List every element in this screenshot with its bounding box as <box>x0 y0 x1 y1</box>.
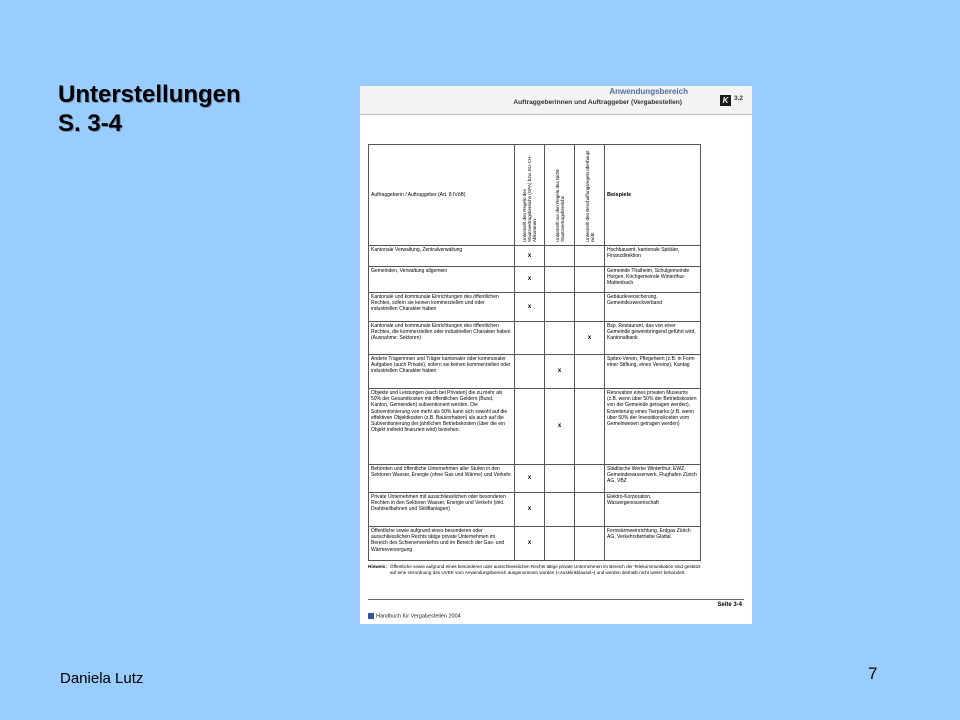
column-header-non-gpa-text: Unterstellt nur den Regeln des Nicht-Staatsvertragsbereichs <box>554 168 565 242</box>
slide-title <box>58 80 241 138</box>
document-footer-text: Handbuch für Vergabestellen 2004 <box>376 613 461 620</box>
row-non-gpa-mark <box>545 267 575 293</box>
row-gpa-mark <box>515 389 545 465</box>
slide-title-line1: Unterstellungen <box>58 81 241 108</box>
slide-page-number: 7 <box>868 664 878 683</box>
row-examples: Hochbauamt, kantonale Spitäler, Finanzdirektion <box>605 246 701 267</box>
k-logo-icon: K <box>720 95 731 106</box>
row-examples: Fernwärmeeinrichtung, Erdgas Zürich AG, Verkehrsbetriebe Glattal <box>605 527 701 561</box>
row-not-subject-mark <box>575 267 605 293</box>
column-header-not-subject-text: Unterstellt den Beschaffungsregeln überhaupt nicht <box>584 150 595 242</box>
row-examples: Bsp. Restaurant, das von einer Gemeinde gewinnbringend geführt wird, Kantonalbank <box>605 322 701 355</box>
table-row <box>369 293 701 322</box>
slide-title-line2: S. 3-4 <box>58 110 123 137</box>
hint-text: Öffentliche sowie aufgrund eines besonderen oder ausschliesslichen Rechts tätige private Unternehmen im Bereich der Telekommunikation sind gestützt auf eine Verordnung des UVEK vom Anwendungsbereich ausgenommen worden («Ausklinkklausel») und werden deshalb nicht weiter behandelt. <box>390 564 701 575</box>
author-name: Daniela Lutz <box>60 670 144 687</box>
row-examples: Spitex-Verein, Pflegeheim (z.B. in Form einer Stiftung, eines Vereins), Kantag <box>605 355 701 389</box>
column-header-gpa <box>515 145 545 246</box>
handbook-icon <box>368 613 374 619</box>
row-gpa-mark: x <box>515 465 545 493</box>
row-entity: Kantonale und kommunale Einrichtungen des öffentlichen Rechtes, die kommerziellen oder industriellen Charakter haben (Ausnahme: Sektoren) <box>369 322 515 355</box>
document-header-area: Anwendungsbereich <box>609 87 688 96</box>
row-non-gpa-mark <box>545 493 575 527</box>
table-header-row <box>369 145 701 246</box>
row-not-subject-mark <box>575 465 605 493</box>
row-entity: Gemeinden, Verwaltung allgemein <box>369 267 515 293</box>
column-header-not-subject <box>575 145 605 246</box>
row-not-subject-mark <box>575 493 605 527</box>
table-row <box>369 389 701 465</box>
row-not-subject-mark <box>575 293 605 322</box>
column-header-examples: Beispiele <box>605 145 701 246</box>
row-examples: Gemeinde Thalheim, Schulgemeinde Horgen, Kirchgemeinde Winterthur-Mattenbach <box>605 267 701 293</box>
table-row <box>369 465 701 493</box>
row-entity: Behörden und öffentliche Unternehmen aller Stufen in den Sektoren Wasser, Energie (ohne Gas und Wärme) und Verkehr. <box>369 465 515 493</box>
hint-label: Hinweis: <box>368 564 387 569</box>
row-not-subject-mark: x <box>575 322 605 355</box>
row-entity: Private Unternehmen mit ausschliesslichen oder besonderen Rechten in den Sektoren Wasser, Energie und Verkehr (inkl. Drahtseilbahnen und Skiliftanlagen) <box>369 493 515 527</box>
column-header-gpa-text: Unterstellt den Regeln des Staatsvertragsbereichs (GPA) bzw. EU-CH-Abkommen <box>522 155 537 242</box>
row-non-gpa-mark <box>545 322 575 355</box>
row-not-subject-mark <box>575 389 605 465</box>
row-gpa-mark <box>515 355 545 389</box>
row-gpa-mark: x <box>515 267 545 293</box>
table-row <box>369 493 701 527</box>
document-header <box>360 86 752 115</box>
row-not-subject-mark <box>575 246 605 267</box>
table-row <box>369 267 701 293</box>
table-row <box>369 527 701 561</box>
row-gpa-mark: x <box>515 246 545 267</box>
row-gpa-mark: x <box>515 293 545 322</box>
row-not-subject-mark <box>575 355 605 389</box>
row-entity: Kantonale und kommunale Einrichtungen des öffentlichen Rechtes, sofern sie keinen kommerziellen und oder industriellen Charakter haben <box>369 293 515 322</box>
row-examples: Elektro-Korporation, Wassergenossenschaft <box>605 493 701 527</box>
table-row <box>369 355 701 389</box>
document-scan <box>360 86 752 624</box>
row-gpa-mark: x <box>515 493 545 527</box>
section-code: 3.2 <box>734 95 744 102</box>
row-entity: Objekte und Leistungen (auch bei Privaten) die zu mehr als 50% der Gesamtkosten mit öffentlichen Geldern (Bund, Kanton, Gemeinden) subventioniert werden. Die Subventionierung von mehr als 50% kann sich sowohl auf die effektiven Objektkosten (z.B. Bauvorhaben) als auch auf die Subventionierung der jährlichen Betriebskosten (über die ein Objekt indirekt finanziert wird) beziehen. <box>369 389 515 465</box>
row-non-gpa-mark: x <box>545 355 575 389</box>
row-non-gpa-mark <box>545 465 575 493</box>
row-entity: Andere Trägerinnen und Träger kantonaler oder kommunaler Aufgaben (auch Private), sofern sie keinen kommerziellen oder industriellen Charakter haben <box>369 355 515 389</box>
document-footer <box>368 613 461 620</box>
table-row <box>369 322 701 355</box>
row-entity: Kantonale Verwaltung, Zentralverwaltung <box>369 246 515 267</box>
row-examples: Gebäudeversicherung, Gemeindezweckverband <box>605 293 701 322</box>
row-non-gpa-mark <box>545 527 575 561</box>
row-examples: Renovation eines privaten Museums (z.B. wenn über 50% der Betriebskosten von der Gemeinde getragen werden), Erweiterung eines Tierparks (z.B. wenn über 50% der Investitionskosten vom Gemeinwesen getragen werden) <box>605 389 701 465</box>
document-header-subtitle: Auftraggeberinnen und Auftraggeber (Vergabestellen) <box>513 99 682 106</box>
row-entity: Öffentliche sowie aufgrund eines besonderen oder ausschliesslichen Rechts tätige private Unternehmen im Bereich des Schienenverkehrs und im Bereich der Gas- und Wärmeversorgung <box>369 527 515 561</box>
row-examples: Städtische Werke Winterthur, EWZ, Gemeindewasserwerk, Flughafen Zürich AG, VBZ <box>605 465 701 493</box>
contracting-authorities-table <box>368 144 701 561</box>
row-non-gpa-mark <box>545 293 575 322</box>
footer-divider <box>368 599 744 600</box>
row-non-gpa-mark: x <box>545 389 575 465</box>
document-page-label: Seite 3-4 <box>717 602 742 608</box>
row-not-subject-mark <box>575 527 605 561</box>
column-header-entity: Auftraggeberin / Auftraggeber (Art. 8 IVöB) <box>369 145 515 246</box>
column-header-non-gpa <box>545 145 575 246</box>
row-non-gpa-mark <box>545 246 575 267</box>
row-gpa-mark <box>515 322 545 355</box>
row-gpa-mark: x <box>515 527 545 561</box>
hint-note <box>368 564 702 576</box>
table-row <box>369 246 701 267</box>
